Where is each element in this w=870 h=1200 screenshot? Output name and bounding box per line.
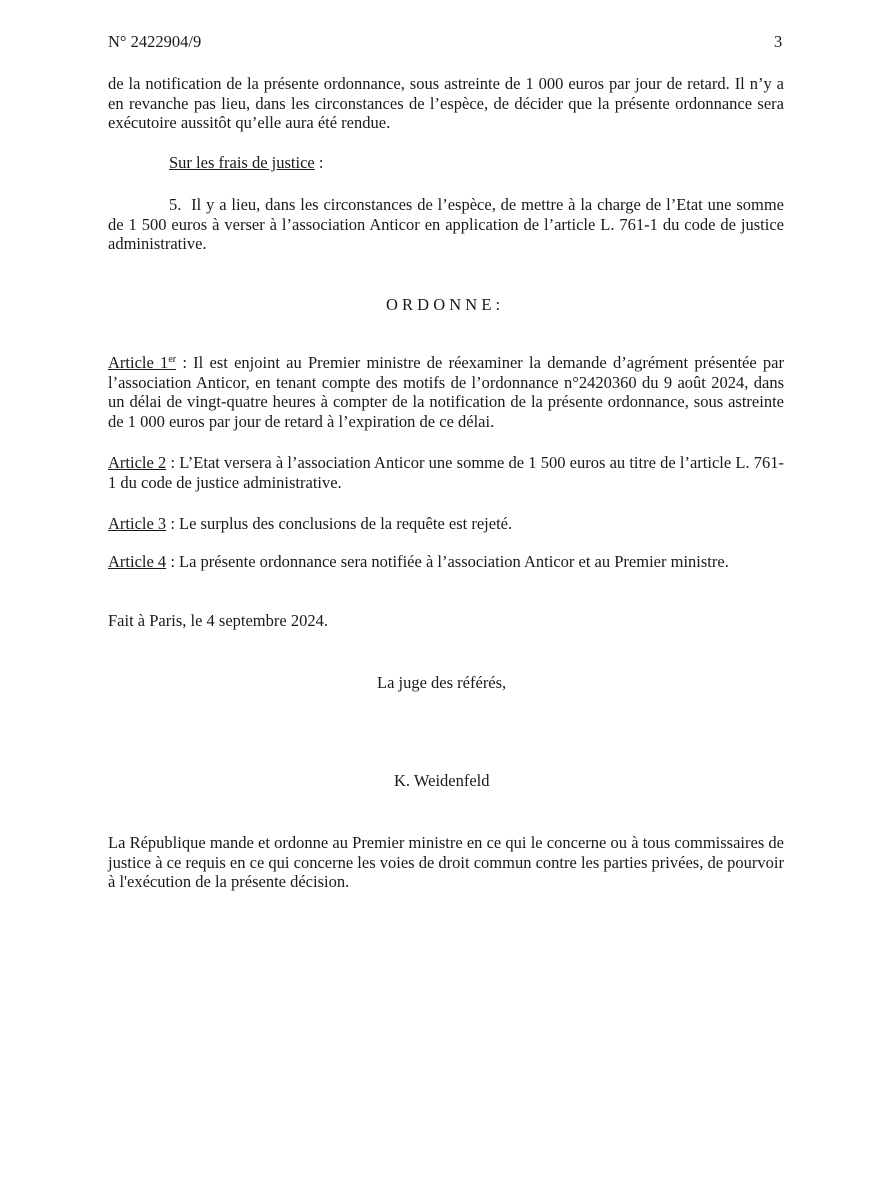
- continuation-paragraph: de la notification de la présente ordonnance, sous astreinte de 1 000 euros par jour de retard. Il n’y a en revanche pas lieu, dans les circonstances de l’espèce, de décider que la présente ordonnance sera exécutoire aussitôt qu’elle aura été rendue.: [108, 74, 784, 132]
- place-date: Fait à Paris, le 4 septembre 2024.: [108, 611, 328, 630]
- article-1: [108, 353, 784, 431]
- article-2: [108, 453, 784, 492]
- article-2-text: : L’Etat versera à l’association Anticor une somme de 1 500 euros au titre de l’article L. 761-1 du code de justice administrative.: [108, 453, 785, 492]
- article-4-label: Article 4: [108, 552, 167, 571]
- frais-heading: [169, 153, 323, 173]
- article-3-label: Article 3: [108, 514, 167, 533]
- case-number: N° 2422904/9: [108, 32, 202, 51]
- paragraph-5-text: Il y a lieu, dans les circonstances de l’espèce, de mettre à la charge de l’Etat une somme de 1 500 euros à verser à l’association Anticor en application de l’article L. 761-1 du code de justice administrative.: [108, 195, 784, 253]
- ordonne-heading: O R D O N N E :: [386, 295, 501, 314]
- article-1-text: : Il est enjoint au Premier ministre de réexaminer la demande d’agrément présentée par l’association Anticor, en tenant compte des motifs de l’ordonnance n°2420360 du 9 août 2024, dans un délai de vingt-quatre heures à compter de la notification de la présente ordonnance, sous astreinte de 1 000 euros par jour de retard à l’expiration de ce délai.: [108, 353, 784, 431]
- frais-heading-suffix: :: [314, 153, 324, 172]
- paragraph-5-number: 5.: [169, 195, 182, 214]
- article-4: [108, 552, 784, 572]
- formule-executoire: La République mande et ordonne au Premier ministre en ce qui le concerne ou à tous commissaires de justice à ce requis en ce qui concerne les voies de droit commun contre les parties privées, de pourvoir à l'exécution de la présente décision.: [108, 833, 784, 891]
- article-1-label: Article 1er: [108, 353, 177, 372]
- page-number: 3: [774, 32, 783, 51]
- article-3-text: : Le surplus des conclusions de la requête est rejeté.: [166, 514, 513, 533]
- article-4-text: : La présente ordonnance sera notifiée à l’association Anticor et au Premier ministre.: [166, 552, 729, 571]
- paragraph-5: [108, 195, 784, 254]
- judge-title: La juge des référés,: [377, 673, 507, 692]
- article-3: [108, 514, 784, 534]
- article-2-label: Article 2: [108, 453, 167, 472]
- frais-heading-label: Sur les frais de justice: [169, 153, 315, 172]
- judge-name: K. Weidenfeld: [394, 771, 490, 790]
